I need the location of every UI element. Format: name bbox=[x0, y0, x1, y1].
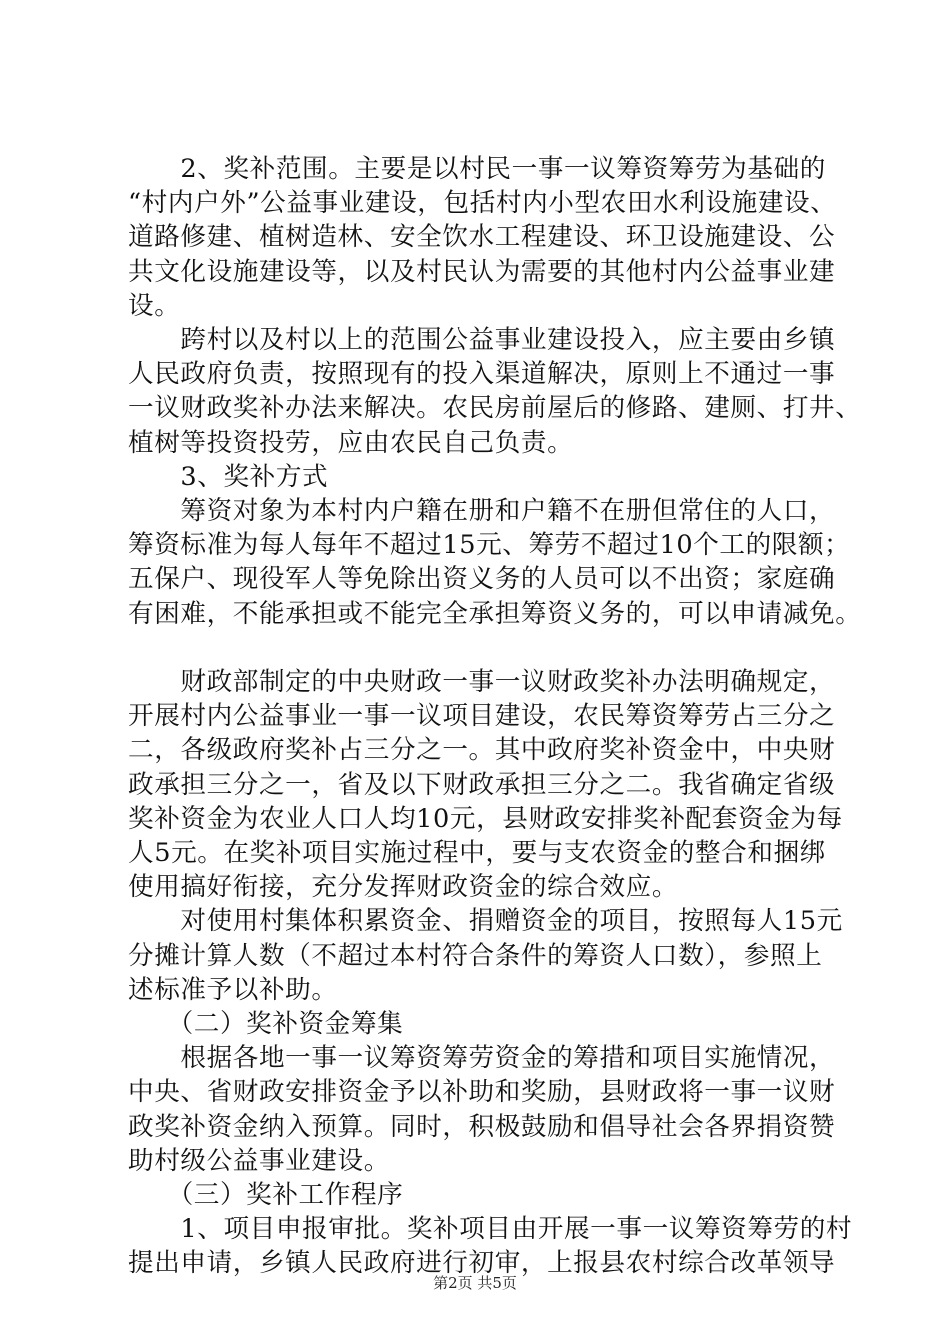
text-line: 对使用村集体积累资金、捐赠资金的项目，按照每人15元 bbox=[128, 906, 843, 937]
text-line: 分摊计算人数（不超过本村符合条件的筹资人口数），参照上 bbox=[128, 940, 823, 971]
text-line: “村内户外”公益事业建设，包括村内小型农田水利设施建设、 bbox=[128, 188, 837, 219]
text-line: 政奖补资金纳入预算。同时，积极鼓励和倡导社会各界捐资赞 bbox=[128, 1111, 836, 1142]
text-line: 一议财政奖补办法来解决。农民房前屋后的修路、建厕、打井、 bbox=[128, 393, 862, 424]
text-line: 设。 bbox=[128, 290, 181, 321]
text-line: 述标准予以补助。 bbox=[128, 974, 338, 1005]
text-line: 人5元。在奖补项目实施过程中，要与支农资金的整合和捆绑 bbox=[128, 838, 826, 869]
text-line: 道路修建、植树造林、安全饮水工程建设、环卫设施建设、公 bbox=[128, 222, 836, 253]
text-line: 二，各级政府奖补占三分之一。其中政府奖补资金中，中央财 bbox=[128, 735, 836, 766]
text-line: 人民政府负责，按照现有的投入渠道解决，原则上不通过一事 bbox=[128, 359, 836, 390]
text-line: 政承担三分之一，省及以下财政承担三分之二。我省确定省级 bbox=[128, 769, 836, 800]
document-body bbox=[128, 152, 862, 1281]
text-line: 有困难，不能承担或不能完全承担筹资义务的，可以申请减免。 bbox=[128, 598, 862, 629]
text-line: 1、项目申报审批。奖补项目由开展一事一议筹资筹劳的村 bbox=[128, 1214, 853, 1245]
text-line: 开展村内公益事业一事一议项目建设，农民筹资筹劳占三分之 bbox=[128, 701, 836, 732]
text-line: 助村级公益事业建设。 bbox=[128, 1145, 390, 1176]
text-line: 中央、省财政安排资金予以补助和奖励，县财政将一事一议财 bbox=[128, 1077, 836, 1108]
text-line: 奖补资金为农业人口人均10元，县财政安排奖补配套资金为每 bbox=[128, 803, 843, 834]
text-line: 根据各地一事一议筹资筹劳资金的筹措和项目实施情况， bbox=[128, 1043, 836, 1074]
text-line: 跨村以及村以上的范围公益事业建设投入，应主要由乡镇 bbox=[128, 325, 836, 356]
text-line: 3、奖补方式 bbox=[128, 461, 329, 492]
blank-line bbox=[128, 631, 858, 665]
text-line: 共文化设施建设等，以及村民认为需要的其他村内公益事业建 bbox=[128, 256, 836, 287]
text-line: 筹资标准为每人每年不超过15元、筹劳不超过10个工的限额； bbox=[128, 530, 851, 561]
text-line: 提出申请，乡镇人民政府进行初审，上报县农村综合改革领导 bbox=[128, 1248, 836, 1279]
text-line: （三）奖补工作程序 bbox=[128, 1180, 404, 1211]
text-line: 财政部制定的中央财政一事一议财政奖补办法明确规定， bbox=[128, 667, 836, 698]
text-line: 使用搞好衔接，充分发挥财政资金的综合效应。 bbox=[128, 872, 679, 903]
page-footer: 第2页 共5页 bbox=[433, 1274, 517, 1292]
text-line: 五保户、现役军人等免除出资义务的人员可以不出资；家庭确 bbox=[128, 564, 836, 595]
text-line: （二）奖补资金筹集 bbox=[128, 1009, 404, 1040]
text-line: 植树等投资投劳，应由农民自己负责。 bbox=[128, 427, 574, 458]
text-line: 筹资对象为本村内户籍在册和户籍不在册但常住的人口， bbox=[128, 496, 836, 527]
text-line: 2、奖补范围。主要是以村民一事一议筹资筹劳为基础的 bbox=[128, 154, 826, 184]
